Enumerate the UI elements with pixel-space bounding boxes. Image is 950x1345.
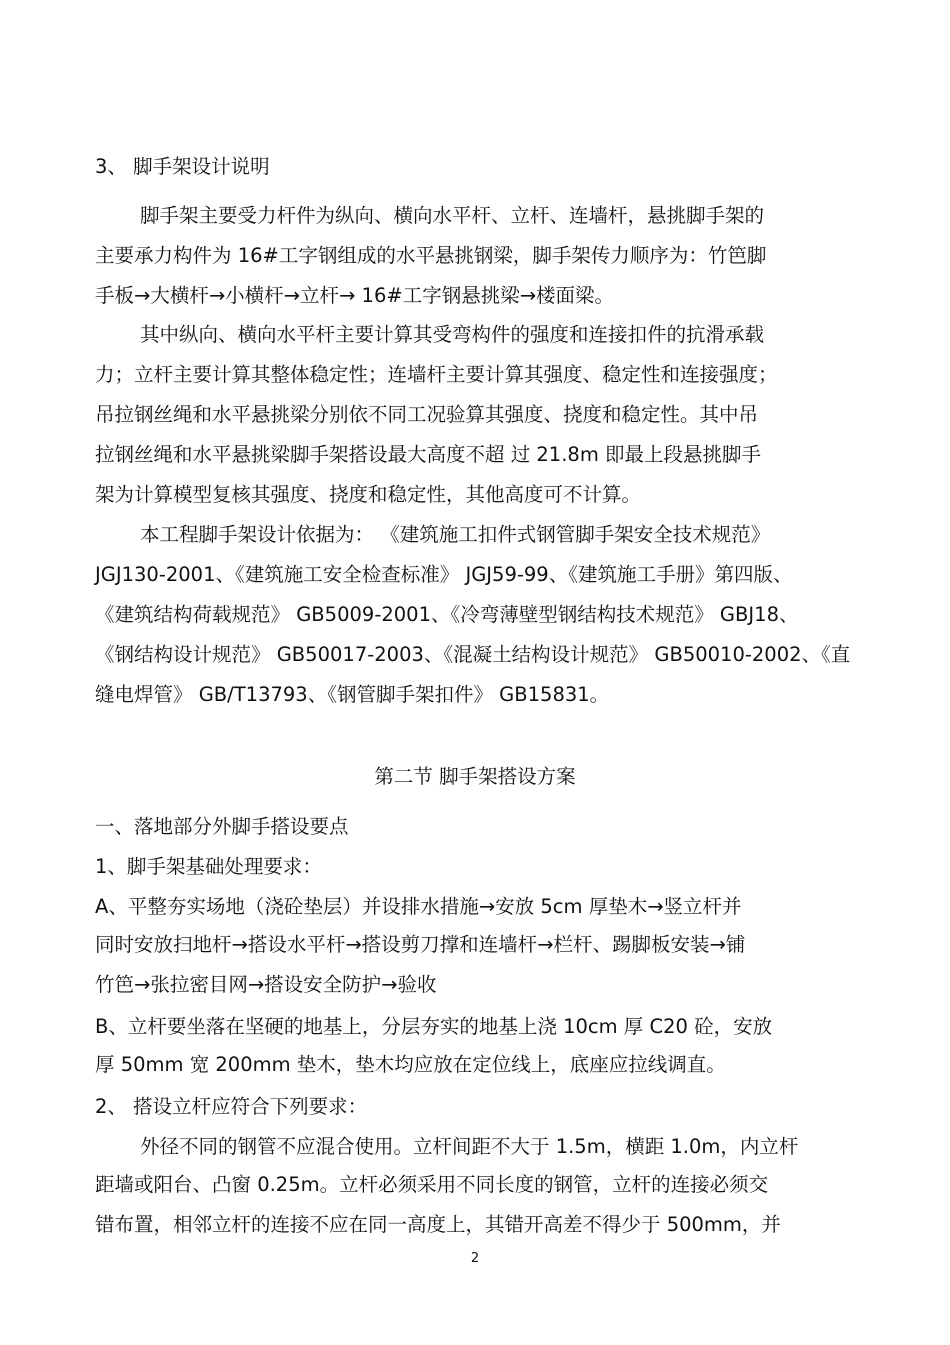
paragraph-line: 脚手架主要受力杆件为纵向、横向水平杆、立杆、连墙杆，悬挑脚手架的 [140,204,765,227]
paragraph-line: 架为计算模型复核其强度、挠度和稳定性，其他高度可不计算。 [95,483,642,506]
paragraph-line: 错布置，相邻立杆的连接不应在同一高度上，其错开高差不得少于 500mm，并 [95,1213,781,1236]
paragraph-line: B、立杆要坐落在坚硬的地基上，分层夯实的地基上浇 10cm 厚 C20 砼，安放 [95,1015,773,1038]
paragraph-line: 其中纵向、横向水平杆主要计算其受弯构件的强度和连接扣件的抗滑承载 [140,323,765,346]
paragraph-line: 《钢结构设计规范》 GB50017-2003、《混凝土结构设计规范》 GB50010-2002、《直 [95,643,851,666]
heading-scaffold-design: 3、 脚手架设计说明 [95,155,270,178]
paragraph-line: 手板→大横杆→小横杆→立杆→ 16#工字钢悬挑梁→楼面梁。 [95,284,615,307]
paragraph-line: A、平整夯实场地（浇砼垫层）并设排水措施→安放 5cm 厚垫木→竖立杆并 [95,895,742,918]
sub-heading: 一、落地部分外脚手搭设要点 [95,815,349,838]
page-number: 2 [470,1251,480,1266]
paragraph-line: 主要承力构件为 16#工字钢组成的水平悬挑钢梁，脚手架传力顺序为：竹笆脚 [95,244,767,267]
paragraph-line: 外径不同的钢管不应混合使用。立杆间距不大于 1.5m，横距 1.0m，内立杆 [140,1135,799,1158]
paragraph-line: 吊拉钢丝绳和水平悬挑梁分别依不同工况验算其强度、挠度和稳定性。其中吊 [95,403,759,426]
paragraph-line: 力；立杆主要计算其整体稳定性；连墙杆主要计算其强度、稳定性和连接强度； [95,363,778,386]
list-item: 2、 搭设立杆应符合下列要求： [95,1095,368,1118]
paragraph-line: JGJ130-2001、《建筑施工安全检查标准》 JGJ59-99、《建筑施工手册》第四版、 [95,563,793,586]
paragraph-line: 本工程脚手架设计依据为： 《建筑施工扣件式钢管脚手架安全技术规范》 [140,523,771,546]
paragraph-line: 拉钢丝绳和水平悬挑梁脚手架搭设最大高度不超 过 21.8m 即最上段悬挑脚手 [95,443,762,466]
paragraph-line: 同时安放扫地杆→搭设水平杆→搭设剪刀撑和连墙杆→栏杆、踢脚板安装→铺 [95,933,746,956]
section-title: 第二节 脚手架搭设方案 [374,765,576,788]
paragraph-line: 厚 50mm 宽 200mm 垫木，垫木均应放在定位线上，底座应拉线调直。 [95,1053,726,1076]
paragraph-line: 《建筑结构荷载规范》 GB5009-2001、《冷弯薄壁型钢结构技术规范》 GBJ18、 [95,603,799,626]
paragraph-line: 距墙或阳台、凸窗 0.25m。立杆必须采用不同长度的钢管，立杆的连接必须交 [95,1173,769,1196]
paragraph-line: 缝电焊管》 GB/T13793、《钢管脚手架扣件》 GB15831。 [95,683,610,706]
paragraph-line: 竹笆→张拉密目网→搭设安全防护→验收 [95,973,437,996]
list-item: 1、脚手架基础处理要求： [95,855,322,878]
